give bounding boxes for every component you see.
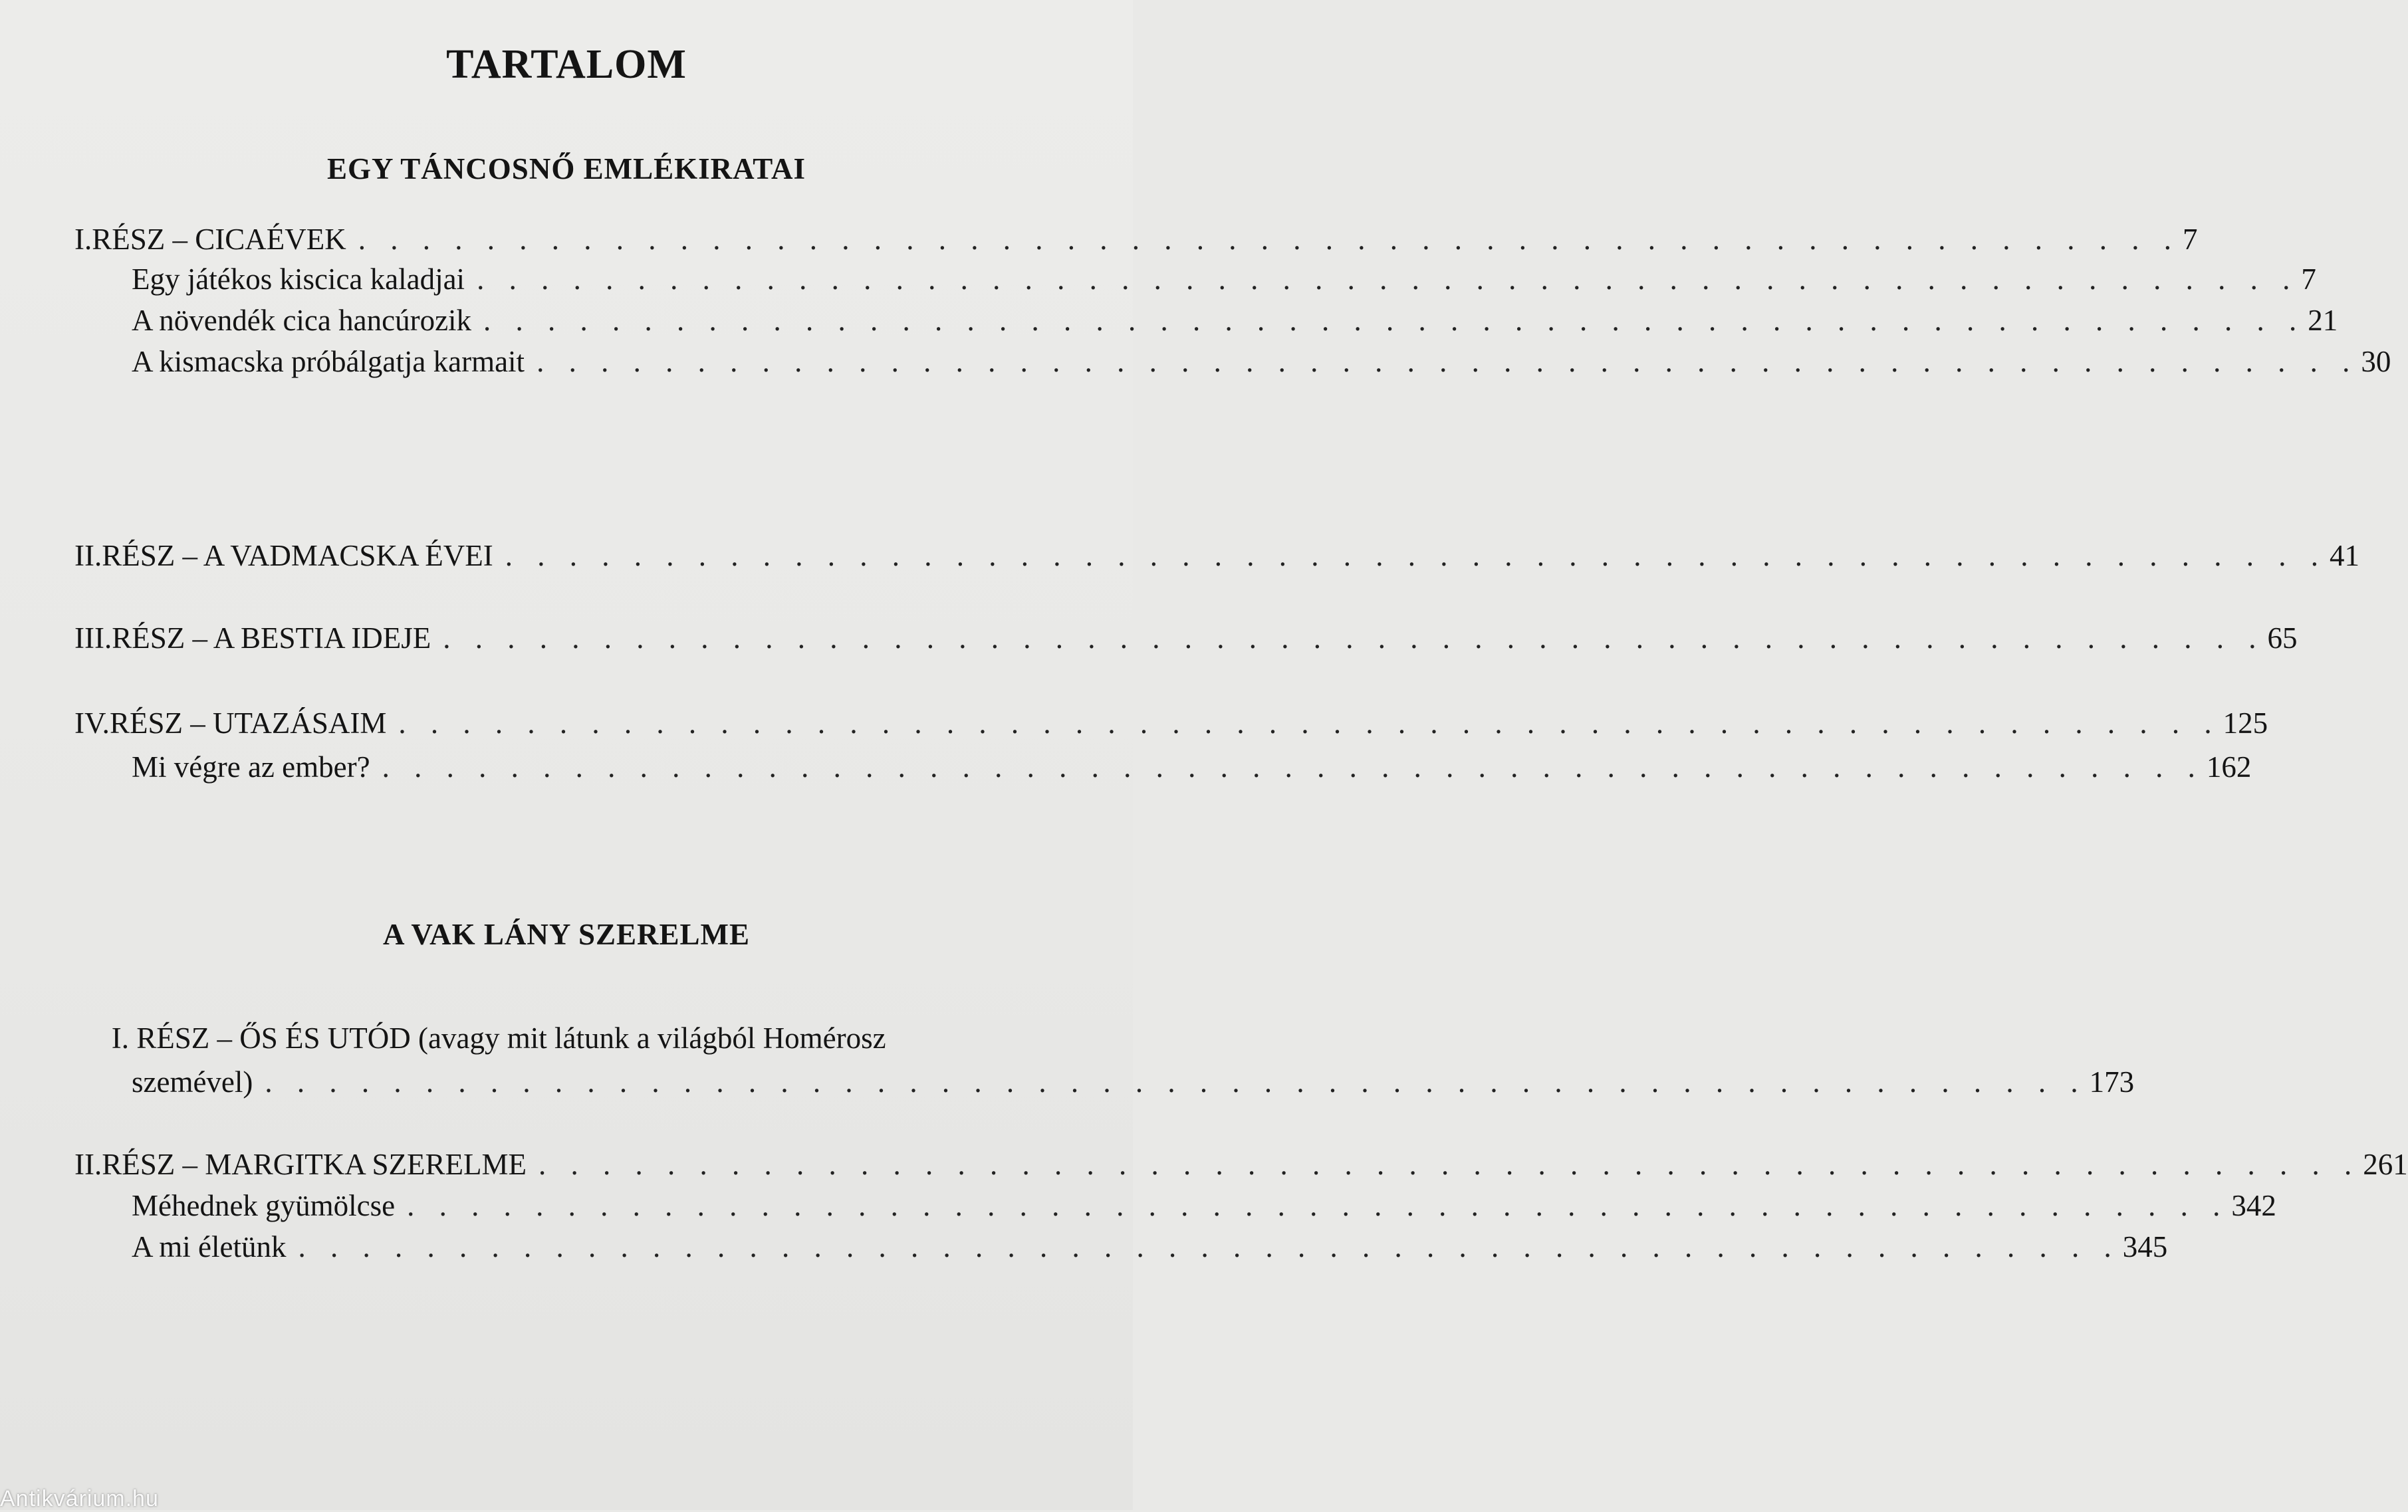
part-number: III. — [74, 621, 112, 655]
watermark: Antikvárium.hu — [0, 1486, 159, 1511]
page-number: 342 — [2231, 1189, 2276, 1222]
entry-label: Egy játékos kiscica kaladjai — [132, 263, 465, 296]
toc-entry — [132, 259, 2316, 299]
toc-entry — [74, 536, 2359, 576]
dot-leader: . . . . . . . . . . . . . . . . . . . . . . . . . . . . . . . . . . . . . . . . . . . . . . . . . . . . . . . . . — [398, 706, 2221, 740]
entry-label: RÉSZ – A VADMACSKA ÉVEI — [102, 539, 493, 572]
toc-entry — [74, 618, 2298, 658]
page-number: 65 — [2267, 621, 2298, 655]
dot-leader: . . . . . . . . . . . . . . . . . . . . . . . . . . . . . . . . . . . . . . . . . . . . . . . . . . . . . . . . . — [382, 750, 2204, 784]
toc-entry — [74, 703, 2268, 743]
entry-label: Mi végre az ember? — [132, 750, 370, 784]
entry-label-continuation: szemével) — [132, 1065, 253, 1099]
part-number: I. — [74, 223, 92, 256]
entry-label: RÉSZ – UTAZÁSAIM — [109, 706, 387, 740]
toc-entry-first-line — [74, 1018, 886, 1058]
entry-label: A mi életünk — [132, 1230, 287, 1263]
page-number: 162 — [2206, 750, 2252, 784]
entry-label: RÉSZ – A BESTIA IDEJE — [112, 621, 431, 655]
dot-leader: . . . . . . . . . . . . . . . . . . . . . . . . . . . . . . . . . . . . . . . . . . . . . . . . . . . . . . . . . — [539, 1148, 2361, 1181]
dot-leader: . . . . . . . . . . . . . . . . . . . . . . . . . . . . . . . . . . . . . . . . . . . . . . . . . . . . . . . . . — [265, 1065, 2087, 1099]
dot-leader: . . . . . . . . . . . . . . . . . . . . . . . . . . . . . . . . . . . . . . . . . . . . . . . . . . . . . . . . . — [537, 345, 2359, 378]
page-number: 173 — [2089, 1065, 2135, 1099]
page-number: 41 — [2329, 539, 2359, 572]
part-number: II. — [74, 1148, 102, 1181]
page-number: 21 — [2308, 304, 2338, 337]
entry-label: RÉSZ – CICAÉVEK — [92, 223, 346, 256]
toc-entry — [132, 300, 2338, 340]
page-number: 7 — [2183, 223, 2198, 256]
page-title: TARTALOM — [446, 42, 687, 87]
page-number: 345 — [2122, 1230, 2168, 1263]
dot-leader: . . . . . . . . . . . . . . . . . . . . . . . . . . . . . . . . . . . . . . . . . . . . . . . . . . . . . . . . . — [505, 539, 2327, 572]
entry-label: Méhednek gyümölcse — [132, 1189, 396, 1222]
toc-entry — [132, 1062, 2135, 1102]
dot-leader: . . . . . . . . . . . . . . . . . . . . . . . . . . . . . . . . . . . . . . . . . . . . . . . . . . . . . . . . . — [483, 304, 2306, 337]
toc-entry — [132, 1227, 2168, 1267]
entry-label: A növendék cica hancúrozik — [132, 304, 472, 337]
section-title: A VAK LÁNY SZERELME — [382, 918, 751, 951]
toc-entry — [132, 747, 2252, 787]
dot-leader: . . . . . . . . . . . . . . . . . . . . . . . . . . . . . . . . . . . . . . . . . . . . . . . . . . . . . . . . . — [443, 621, 2265, 655]
toc-entry — [132, 1186, 2276, 1226]
dot-leader: . . . . . . . . . . . . . . . . . . . . . . . . . . . . . . . . . . . . . . . . . . . . . . . . . . . . . . . . . — [407, 1189, 2229, 1222]
dot-leader: . . . . . . . . . . . . . . . . . . . . . . . . . . . . . . . . . . . . . . . . . . . . . . . . . . . . . . . . . — [477, 263, 2299, 296]
toc-entry — [74, 1144, 2408, 1184]
entry-label: RÉSZ – ŐS ÉS UTÓD (avagy mit látunk a világból Homérosz — [136, 1022, 886, 1055]
page-number: 30 — [2361, 345, 2391, 378]
dot-leader: . . . . . . . . . . . . . . . . . . . . . . . . . . . . . . . . . . . . . . . . . . . . . . . . . . . . . . . . . — [298, 1230, 2120, 1263]
entry-label: A kismacska próbálgatja karmait — [132, 345, 525, 378]
page-number: 261 — [2363, 1148, 2408, 1181]
part-number: II. — [74, 539, 102, 572]
page-number: 7 — [2301, 263, 2316, 296]
entry-label: RÉSZ – MARGITKA SZERELME — [102, 1148, 527, 1181]
section-title: EGY TÁNCOSNŐ EMLÉKIRATAI — [327, 152, 806, 185]
toc-entry — [74, 219, 2198, 259]
page-number: 125 — [2223, 706, 2268, 740]
part-number: I. — [111, 1022, 129, 1055]
part-number: IV. — [74, 706, 110, 740]
toc-entry — [132, 342, 2391, 381]
dot-leader: . . . . . . . . . . . . . . . . . . . . . . . . . . . . . . . . . . . . . . . . . . . . . . . . . . . . . . . . . — [358, 223, 2180, 256]
